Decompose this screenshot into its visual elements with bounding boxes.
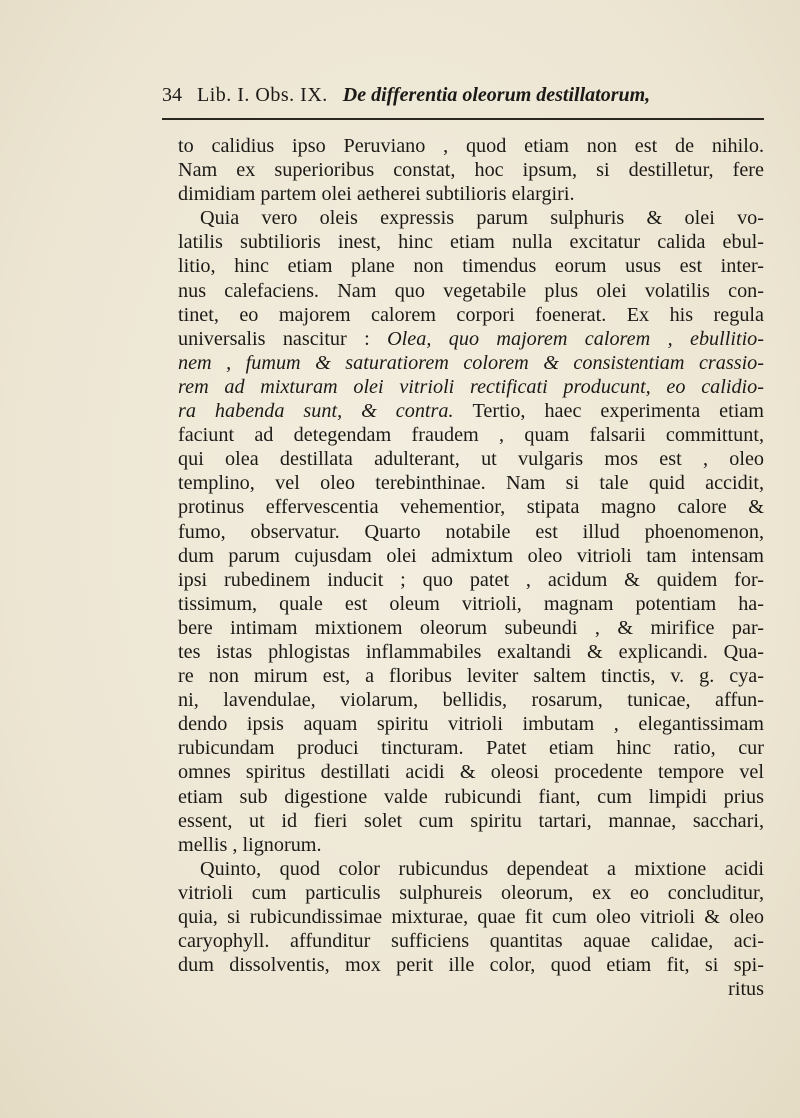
text-line: fumo, observatur. Quarto notabile est illud phoenomenon,	[178, 520, 764, 543]
text-line: quia, si rubicundissimae mixturae, quae fit cum oleo vitrioli & oleo	[178, 906, 764, 928]
text-line	[178, 375, 764, 399]
text-line: latilis subtilioris inest, hinc etiam nulla excitatur calida ebul-	[178, 231, 764, 254]
text-line: templino, vel oleo terebinthinae. Nam si tale quid accidit,	[178, 472, 764, 495]
text-line: mellis , lignorum.	[178, 833, 322, 856]
text-line: litio, hinc etiam plane non timendus eorum usus est inter-	[178, 255, 764, 278]
text-line: essent, ut id fieri solet cum spiritu tartari, mannae, sacchari,	[178, 809, 764, 832]
text-line: re non mirum est, a floribus leviter saltem tinctis, v. g. cya-	[178, 665, 764, 688]
text-run: universalis nascitur :	[178, 327, 388, 350]
header-rule	[162, 118, 764, 120]
text-line: etiam sub digestione valde rubicundi fiant, cum limpidi prius	[178, 785, 764, 808]
text-line: tissimum, quale est oleum vitrioli, magnam potentiam ha-	[178, 592, 764, 615]
text-line: to calidius ipso Peruviano , quod etiam non est de nihilo.	[178, 135, 764, 157]
text-line: Quia vero oleis expressis parum sulphuris & olei vo-	[200, 207, 764, 230]
text-line: caryophyll. affunditur sufficiens quantitas aquae calidae, aci-	[178, 930, 764, 953]
text-line: Quinto, quod color rubicundus dependeat a mixtione acidi	[200, 857, 764, 880]
text-line: ipsi rubedinem inducit ; quo patet , acidum & quidem for-	[178, 568, 764, 591]
text-line: ni, lavendulae, violarum, bellidis, rosarum, tunicae, affun-	[178, 689, 764, 712]
text-line: tinet, eo majorem calorem corpori foenerat. Ex his regula	[178, 303, 764, 326]
text-line: rubicundam produci tincturam. Patet etiam hinc ratio, cur	[178, 737, 764, 760]
text-line: nus calefaciens. Nam quo vegetabile plus olei volatilis con-	[178, 279, 764, 302]
page-header	[162, 84, 800, 118]
italic-text-run: nem , fumum & saturatiorem colorem & consistentiam crassio-	[178, 351, 764, 374]
text-line: dum dissolventis, mox perit ille color, quod etiam fit, si spi-	[178, 954, 764, 977]
text-line	[178, 399, 764, 423]
text-line	[178, 327, 764, 351]
italic-text-run: Olea, quo majorem calorem , ebullitio-	[387, 327, 764, 350]
text-line: ritus	[728, 978, 764, 1001]
page-number: 34	[162, 84, 182, 106]
text-line: dendo ipsis aquam spiritu vitrioli imbutam , elegantissimam	[178, 713, 764, 736]
text-line: protinus effervescentia vehementior, stipata magno calore &	[178, 496, 764, 519]
italic-text-run: ra habenda sunt, & contra.	[178, 400, 473, 423]
italic-text-run: rem ad mixturam olei vitrioli rectificati producunt, eo calidio-	[178, 375, 764, 398]
text-line: dimidiam partem olei aetherei subtilioris elargiri.	[178, 183, 575, 206]
text-line: tes istas phlogistas inflammabiles exaltandi & explicandi. Qua-	[178, 640, 764, 663]
text-line: Nam ex superioribus constat, hoc ipsum, si destilletur, fere	[178, 159, 764, 182]
body-text	[178, 134, 764, 1001]
text-line: vitrioli cum particulis sulphureis oleorum, ex eo concluditur,	[178, 881, 764, 904]
text-run: Tertio, haec experimenta etiam	[472, 400, 764, 423]
text-line	[178, 351, 764, 375]
text-line: omnes spiritus destillati acidi & oleosi procedente tempore vel	[178, 761, 764, 784]
text-line: dum parum cujusdam olei admixtum oleo vitrioli tam intensam	[178, 544, 764, 567]
text-line: bere intimam mixtionem oleorum subeundi , & mirifice par-	[178, 616, 764, 639]
text-line: qui olea destillata adulterant, ut vulgaris mos est , oleo	[178, 448, 764, 471]
section-reference: Lib. I. Obs. IX.	[197, 84, 328, 106]
text-line: faciunt ad detegendam fraudem , quam falsarii committunt,	[178, 424, 764, 447]
running-title: De differentia oleorum destillatorum,	[342, 84, 651, 106]
